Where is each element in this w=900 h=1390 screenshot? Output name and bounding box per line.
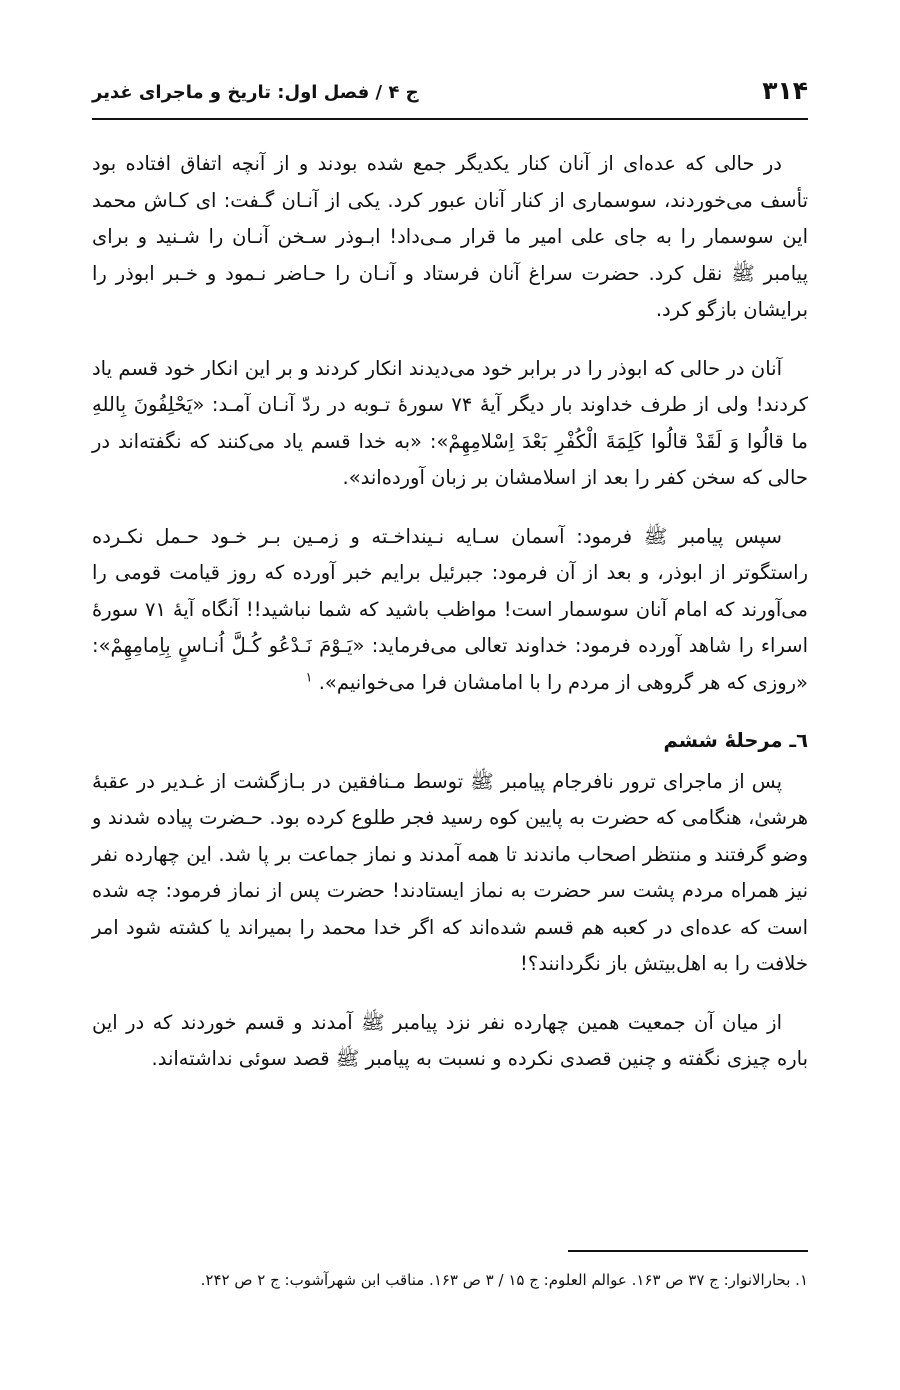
paragraph-text: سپس پیامبر ﷺ فرمود: آسمان سـایه نـینداخـته و زمـین بـر خـود حـمل نکـرده راستگوتر از ابوذر، و بعد از آن فرمود: جبرئیل برایم خبر آورده که روز قیامت قومی را می‌آورند که امام آنان سوسمار است! مواظب باشید که شما نباشید!! آنگاه آیهٔ ۷۱ سورهٔ اسراء را شاهد آورده فرمود: خداوند تعالی می‌فرماید: «یَـوْمَ نَـدْعُو کُـلَّ اُنـاسٍ بِاِمامِهِمْ»: «روزی که هر گروهی از مردم را با امامشان فرا می‌خوانیم». [92, 524, 808, 694]
paragraph: در حالی که عده‌ای از آنان کنار یکدیگر جمع شده بودند و از آنچه اتفاق افتاده بود تأسف می‌خوردند، سوسماری از کنار آنان عبور کرد. یکی از آنـان گـفت: ای کـاش محمد این سوسمار را به جای علی امیر ما قرار مـی‌داد! ابـوذر سـخن آنـان را شـنید و برای پیامبر ﷺ نقل کرد. حضرت سراغ آنان فرستاد و آنـان را حـاضر نـمود و خـبر ابوذر را برایشان بازگو کرد. [92, 152, 808, 321]
paragraph: آنان در حالی که ابوذر را در برابر خود می‌دیدند انکار کردند و بر این انکار خود قسم یاد کردند! ولی از طرف خداوند بار دیگر آیهٔ ۷۴ سورهٔ تـوبه در ردّ آنـان آمـد: «یَحْلِفُونَ بِاللهِ ما قالُوا وَ لَقَدْ قالُوا کَلِمَةَ الْکُفْرِ بَعْدَ اِسْلامِهِمْ»: «به خدا قسم یاد می‌کنند که نگفته‌اند در حالی که سخن کفر را بعد از اسلامشان بر زبان آورده‌اند». [92, 356, 808, 489]
paragraph-with-footnote [92, 519, 808, 702]
paragraph: از میان آن جمعیت همین چهارده نفر نزد پیامبر ﷺ آمدند و قسم خوردند که در این باره چیزی نگفته و چنین قصدی نکرده و نسبت به پیامبر ﷺ قصد سوئی نداشته‌اند. [92, 1010, 808, 1070]
footnote-marker: ۱ [305, 670, 313, 685]
page-body [92, 146, 808, 1100]
footnote: ۱. بحارالانوار: ج ۳۷ ص ۱۶۳. عوالم العلوم: ج ۱۵ / ۳ ص ۱۶۳. مناقب ابن شهرآشوب: ج ۲ ص ۲۴۲. [200, 1271, 808, 1289]
page-header [92, 72, 808, 120]
running-title: ج ۴ / فصل اول: تاریخ و ماجرای غدیر [92, 82, 419, 103]
section-heading: ٦ـ مرحلهٔ ششم [663, 729, 808, 752]
paragraph: پس از ماجرای ترور نافرجام پیامبر ﷺ توسط مـنافقین در بـازگشت از غـدیر در عقبهٔ هرشیٰ، هنگامی که حضرت به پایین کوه رسید فجر طلوع کرده بود. حـضرت پیاده شدند و وضو گرفتند و منتظر اصحاب ماندند تا همه آمدند و نماز جماعت بر پا شد. این چهارده نفر نیز همراه مردم پشت سر حضرت به نماز ایستادند! حضرت پس از نماز فرمود: چه شده است که عده‌ای در کعبه هم قسم شده‌اند که اگر خدا محمد را بمیراند یا کشته شود امر خلافت را به اهل‌بیتش باز نگردانند؟! [92, 769, 808, 975]
footnote-divider [568, 1250, 808, 1252]
page-number: ۳۱۴ [762, 76, 808, 105]
